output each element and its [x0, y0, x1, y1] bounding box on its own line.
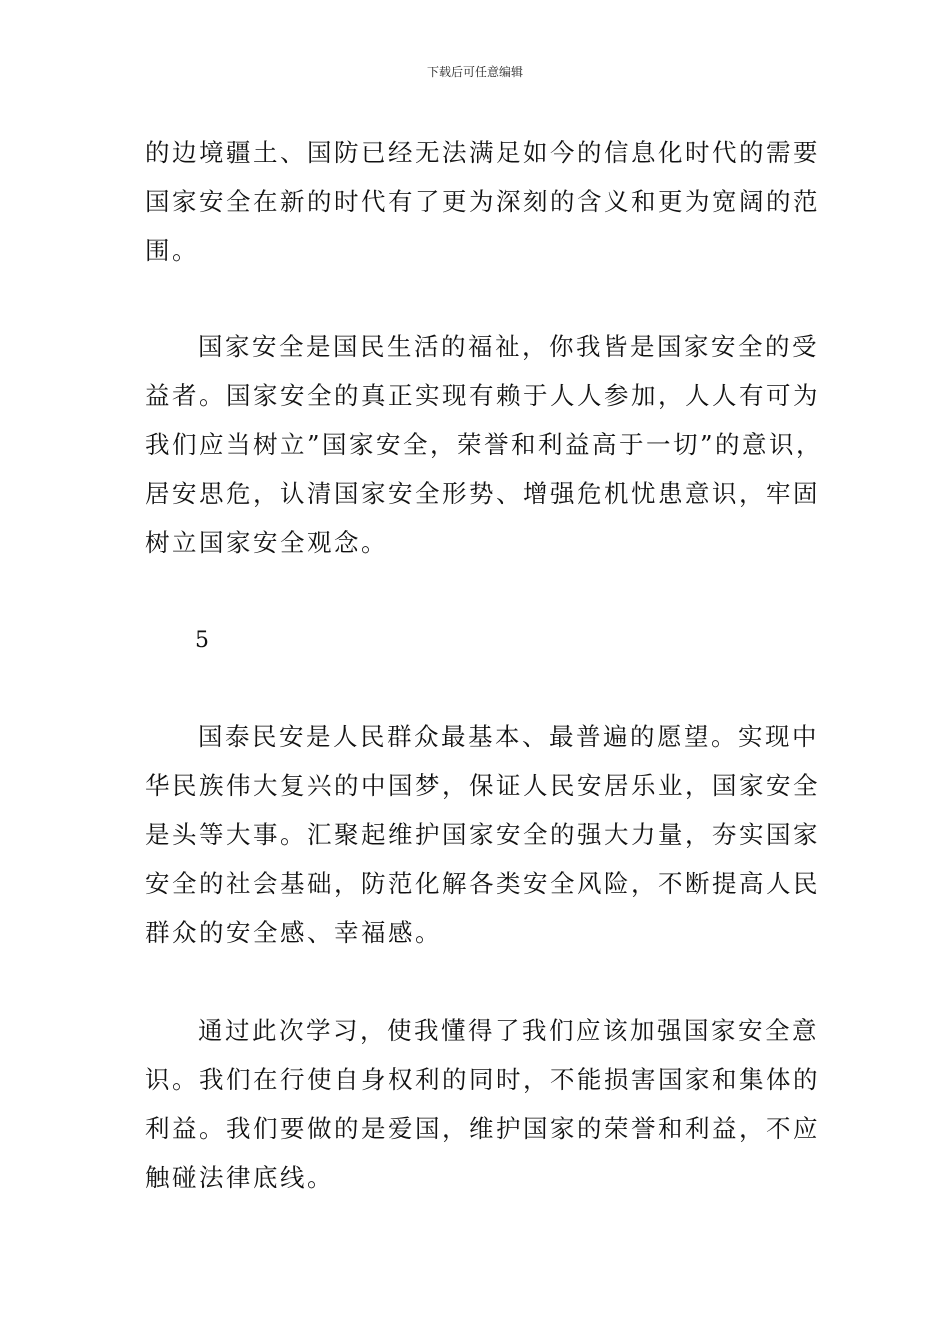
- paragraph-4-line-3: 利益。我们要做的是爱国，维护国家的荣誉和利益，不应: [145, 1114, 820, 1143]
- paragraph-2-line-2: 益者。国家安全的真正实现有赖于人人参加，人人有可为: [145, 381, 820, 410]
- section-number: 5: [195, 628, 209, 653]
- paragraph-3-line-5: 群众的安全感、幸福感。: [145, 918, 442, 947]
- paragraph-4-line-1: 通过此次学习，使我懂得了我们应该加强国家安全意: [198, 1016, 819, 1045]
- paragraph-3-line-2: 华民族伟大复兴的中国梦，保证人民安居乐业，国家安全: [145, 771, 820, 800]
- paragraph-2-line-3: 我们应当树立”国家安全，荣誉和利益高于一切”的意识，: [145, 430, 824, 459]
- paragraph-3-line-4: 安全的社会基础，防范化解各类安全风险，不断提高人民: [145, 869, 820, 898]
- page-header: 下载后可任意编辑: [426, 65, 523, 79]
- paragraph-1-line-3: 围。: [145, 236, 199, 265]
- paragraph-3-line-1: 国泰民安是人民群众最基本、最普遍的愿望。实现中: [198, 722, 819, 751]
- paragraph-3-line-3: 是头等大事。汇聚起维护国家安全的强大力量，夯实国家: [145, 820, 820, 849]
- paragraph-4: [145, 1006, 825, 1202]
- paragraph-1-line-1: 的边境疆土、国防已经无法满足如今的信息化时代的需要: [145, 138, 820, 167]
- paragraph-2-line-5: 树立国家安全观念。: [145, 528, 388, 557]
- paragraph-3: [145, 712, 825, 957]
- paragraph-1: [145, 128, 825, 275]
- paragraph-spacer: [145, 665, 825, 712]
- paragraph-spacer: [145, 567, 825, 616]
- document-body: [145, 128, 825, 1202]
- paragraph-2-line-1: 国家安全是国民生活的福祉，你我皆是国家安全的受: [198, 332, 819, 361]
- paragraph-4-line-4: 触碰法律底线。: [145, 1163, 334, 1192]
- paragraph-4-line-2: 识。我们在行使自身权利的同时，不能损害国家和集体的: [145, 1065, 820, 1094]
- paragraph-2-line-4: 居安思危，认清国家安全形势、增强危机忧患意识，牢固: [145, 479, 820, 508]
- paragraph-1-line-2: 国家安全在新的时代有了更为深刻的含义和更为宽阔的范: [145, 187, 820, 216]
- paragraph-spacer: [145, 957, 825, 1006]
- paragraph-spacer: [145, 275, 825, 322]
- paragraph-2: [145, 322, 825, 567]
